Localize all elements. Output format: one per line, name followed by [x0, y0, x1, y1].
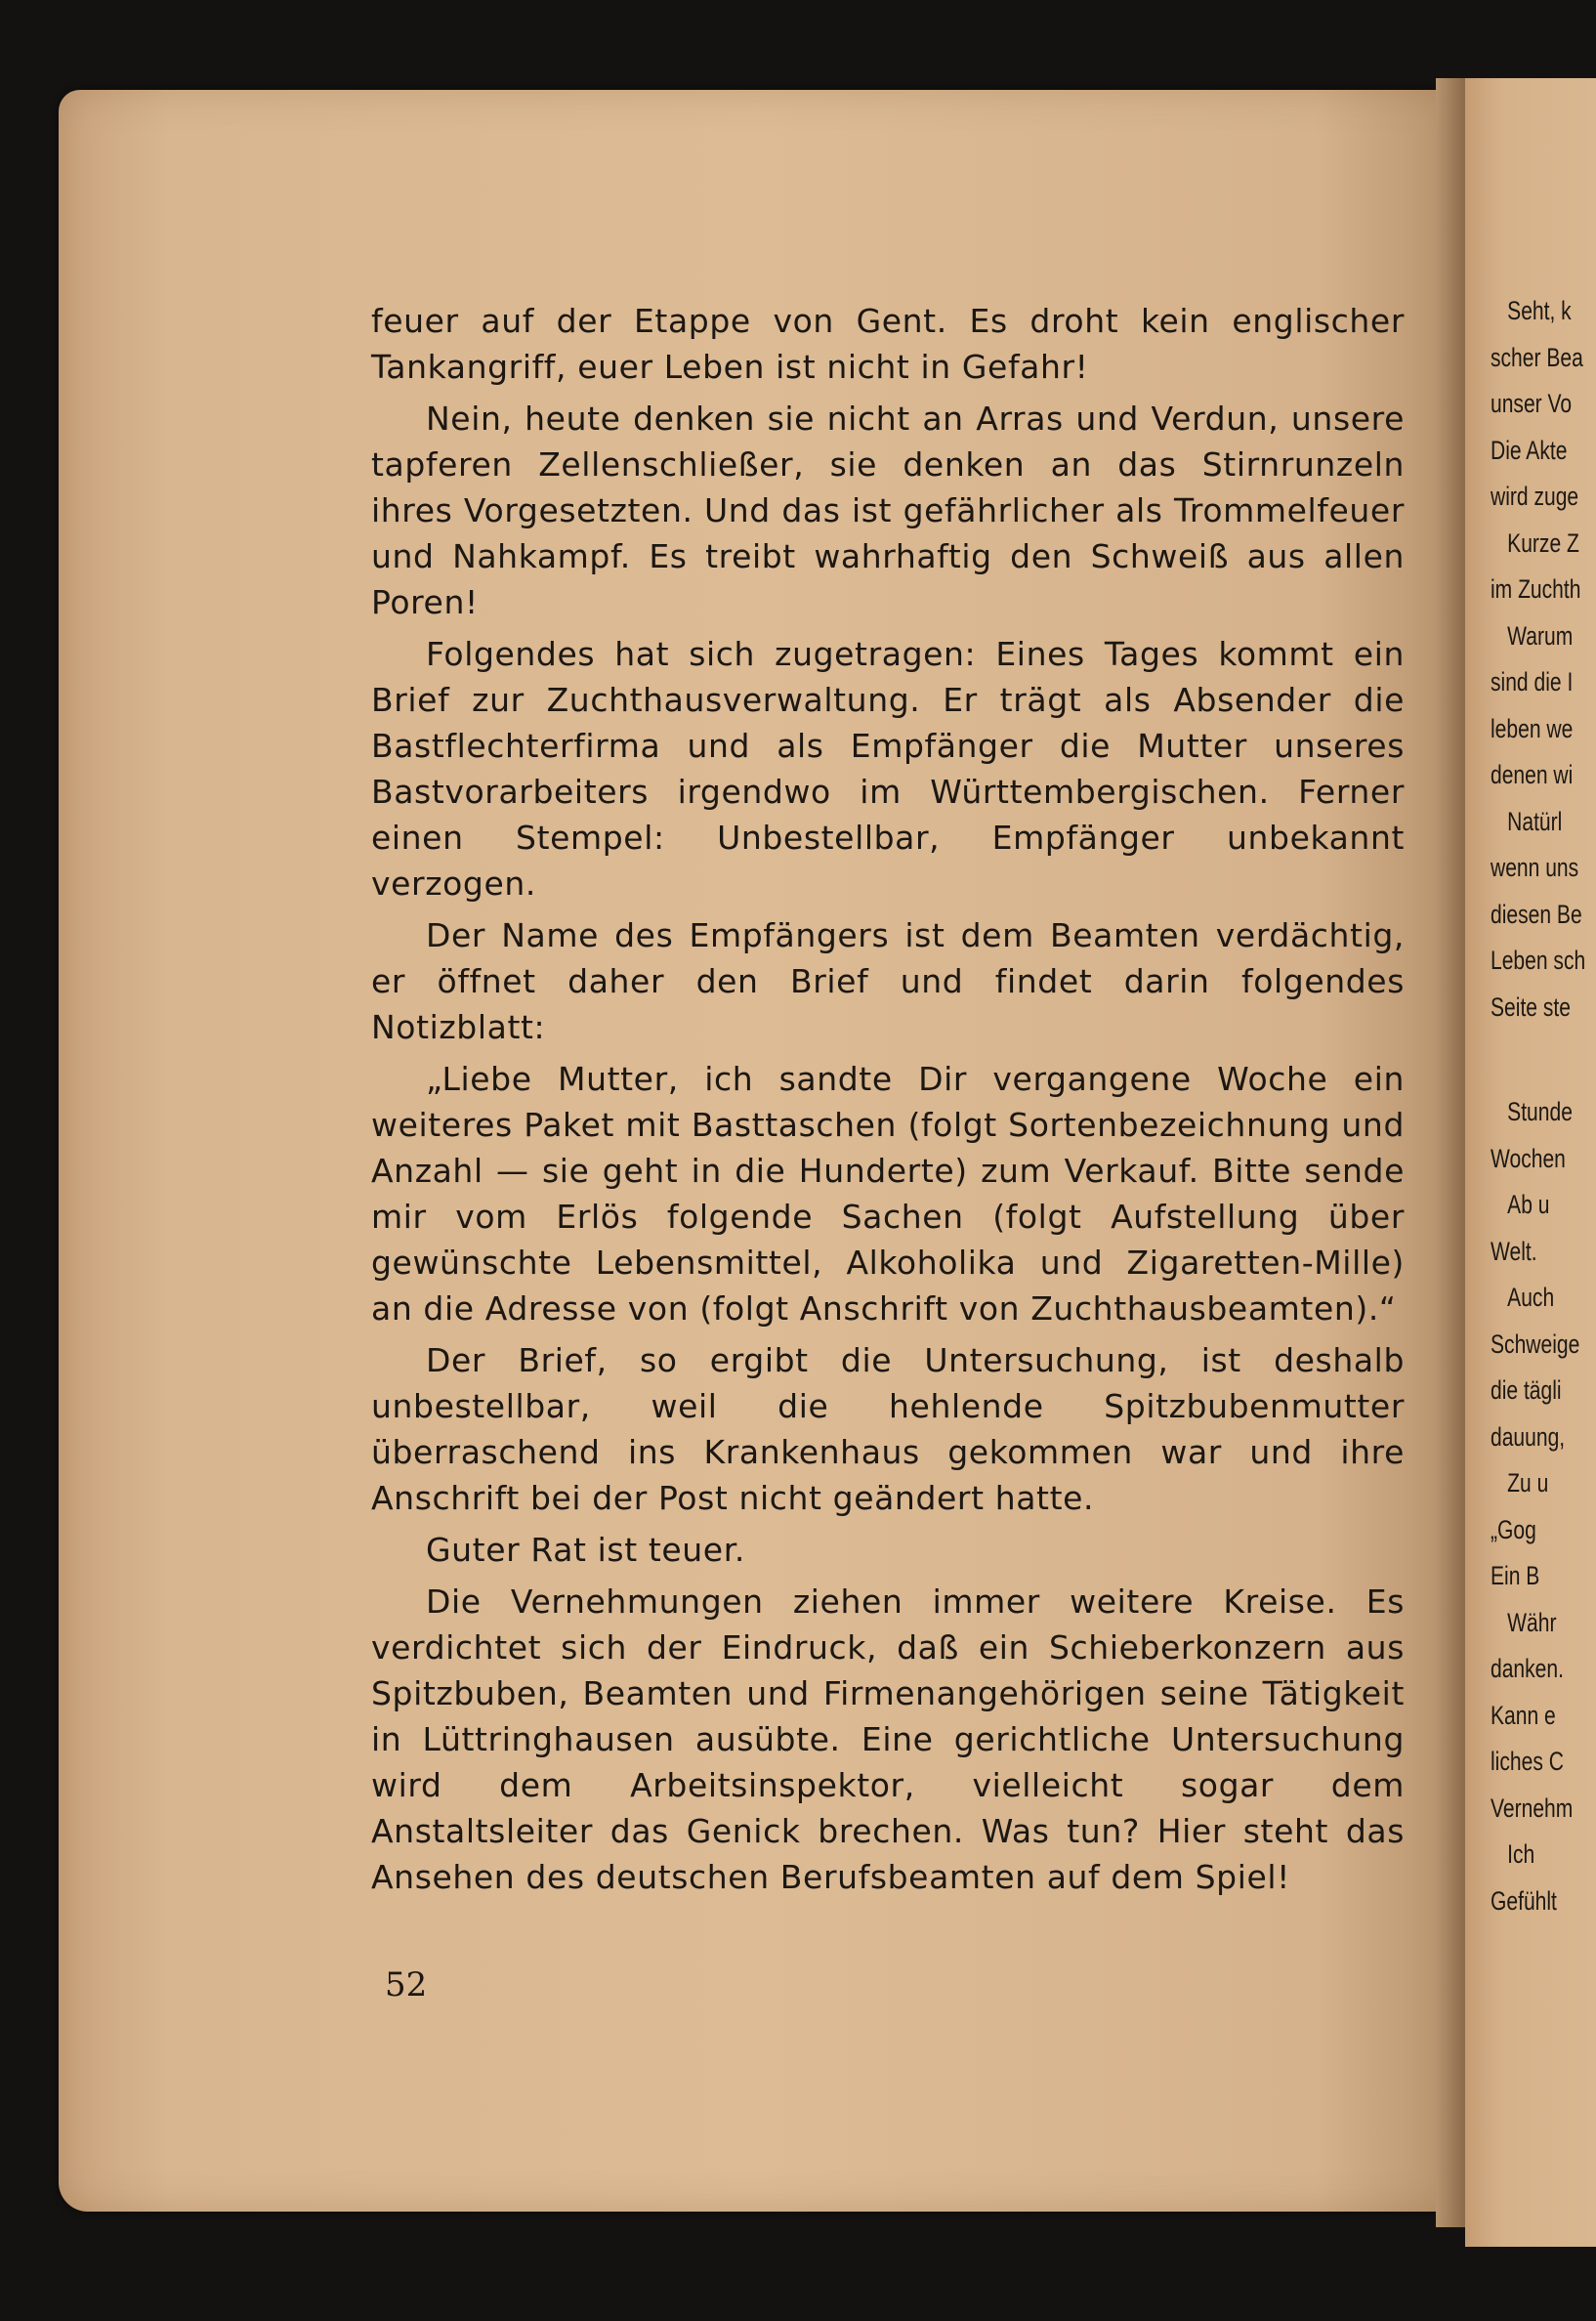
- right-page-gap: [1491, 1031, 1596, 1089]
- right-page-line: Auch: [1507, 1283, 1555, 1312]
- right-page-line: denen wi: [1491, 760, 1574, 789]
- paragraph: feuer auf der Etappe von Gent. Es droht kein englischer Tankangriff, euer Leben ist nicht in Gefahr!: [371, 302, 1405, 386]
- right-page-line: Leben sch: [1491, 946, 1586, 975]
- right-page-line: Seht, k: [1507, 296, 1572, 325]
- right-page-bottom-lines: [1491, 1089, 1596, 1924]
- left-page-text: [371, 298, 1405, 1906]
- right-page-line: Stunde: [1507, 1097, 1573, 1126]
- right-page-line: Die Akte: [1491, 435, 1568, 465]
- paragraph: Guter Rat ist teuer.: [426, 1531, 745, 1569]
- right-page-line: leben we: [1491, 713, 1574, 743]
- right-page-line: Seite ste: [1491, 992, 1571, 1022]
- right-page-line: Welt.: [1491, 1236, 1537, 1266]
- paragraph: Der Brief, so ergibt die Untersuchung, ist deshalb unbestellbar, weil die hehlende Spitzbubenmutter überraschend ins Krankenhaus gekommen war und ihre Anschrift bei der Post nicht geändert hatte.: [371, 1341, 1405, 1517]
- right-page-line: „Gog: [1491, 1514, 1536, 1544]
- page-number: 52: [385, 1965, 428, 2004]
- right-page-line: dauung,: [1491, 1421, 1566, 1452]
- right-page-line: Kann e: [1491, 1700, 1556, 1730]
- right-page-line: danken.: [1491, 1654, 1564, 1683]
- right-page-line: Zu u: [1507, 1468, 1549, 1498]
- right-page-line: scher Bea: [1491, 342, 1583, 372]
- right-page-line: sind die I: [1491, 667, 1574, 696]
- right-page-line: unser Vo: [1491, 389, 1573, 418]
- right-page-line: Ab u: [1507, 1190, 1550, 1219]
- paragraph: Der Name des Empfängers ist dem Beamten verdächtig, er öffnet daher den Brief und findet darin folgendes Notizblatt:: [371, 916, 1405, 1046]
- right-page-line: Warum: [1507, 620, 1574, 651]
- right-page-line: Gefühlt: [1491, 1885, 1557, 1916]
- right-page-line: Wochen: [1491, 1143, 1566, 1173]
- paragraph: Folgendes hat sich zugetragen: Eines Tages kommt ein Brief zur Zuchthausverwaltung. Er trägt als Absender die Bastflechterfirma und als Empfänger die Mutter unseres Bastvorarbeiters irgendwo im Württembergischen. Ferner einen Stempel: Unbestellbar, Empfänger unbekannt verzogen.: [371, 635, 1405, 903]
- right-page-line: liches C: [1491, 1747, 1564, 1776]
- right-page-line: Schweige: [1491, 1329, 1580, 1359]
- right-page-line: Kurze Z: [1507, 528, 1579, 558]
- right-page-line: diesen Be: [1491, 899, 1582, 929]
- right-page-line: Ich: [1507, 1839, 1535, 1869]
- paragraph: Nein, heute denken sie nicht an Arras und Verdun, unsere tapferen Zellenschließer, sie denken an das Stirnrunzeln ihres Vorgesetzten. Und das ist gefährlicher als Trommelfeuer und Nahkampf. Es treibt wahrhaftig den Schweiß aus allen Poren!: [371, 400, 1405, 621]
- right-page-line: im Zuchth: [1491, 574, 1581, 604]
- paragraph: „Liebe Mutter, ich sandte Dir vergangene Woche ein weiteres Paket mit Basttaschen (folgt Sortenbezeichnung und Anzahl — sie geht in die Hunderte) zum Verkauf. Bitte sende mir vom Erlös folgende Sachen (folgt Aufstellung über gewünschte Lebensmittel, Alkoholika und Zigaretten-Mille) an die Adresse von (folgt Anschrift von Zuchthausbeamten).“: [371, 1060, 1405, 1328]
- right-page-text: [1491, 288, 1596, 1924]
- right-page-line: Natürl: [1507, 806, 1563, 836]
- right-page-line: Vernehm: [1491, 1793, 1574, 1823]
- right-page-line: die tägli: [1491, 1375, 1562, 1405]
- right-page-line: wird zuge: [1491, 482, 1579, 511]
- paragraph: Die Vernehmungen ziehen immer weitere Kreise. Es verdichtet sich der Eindruck, daß ein Schieberkonzern aus Spitzbuben, Beamten und Firmenangehörigen seine Tätigkeit in Lüttringhausen ausübte. Eine gerichtliche Untersuchung wird dem Arbeitsinspektor, vielleicht sogar dem Anstaltsleiter das Genick brechen. Was tun? Hier steht das Ansehen des deutschen Berufsbeamten auf dem Spiel!: [371, 1582, 1405, 1896]
- right-page-line: wenn uns: [1491, 853, 1579, 882]
- right-page-line: Währ: [1507, 1607, 1557, 1637]
- right-page-top-lines: [1491, 288, 1596, 1031]
- right-page-line: Ein B: [1491, 1561, 1540, 1590]
